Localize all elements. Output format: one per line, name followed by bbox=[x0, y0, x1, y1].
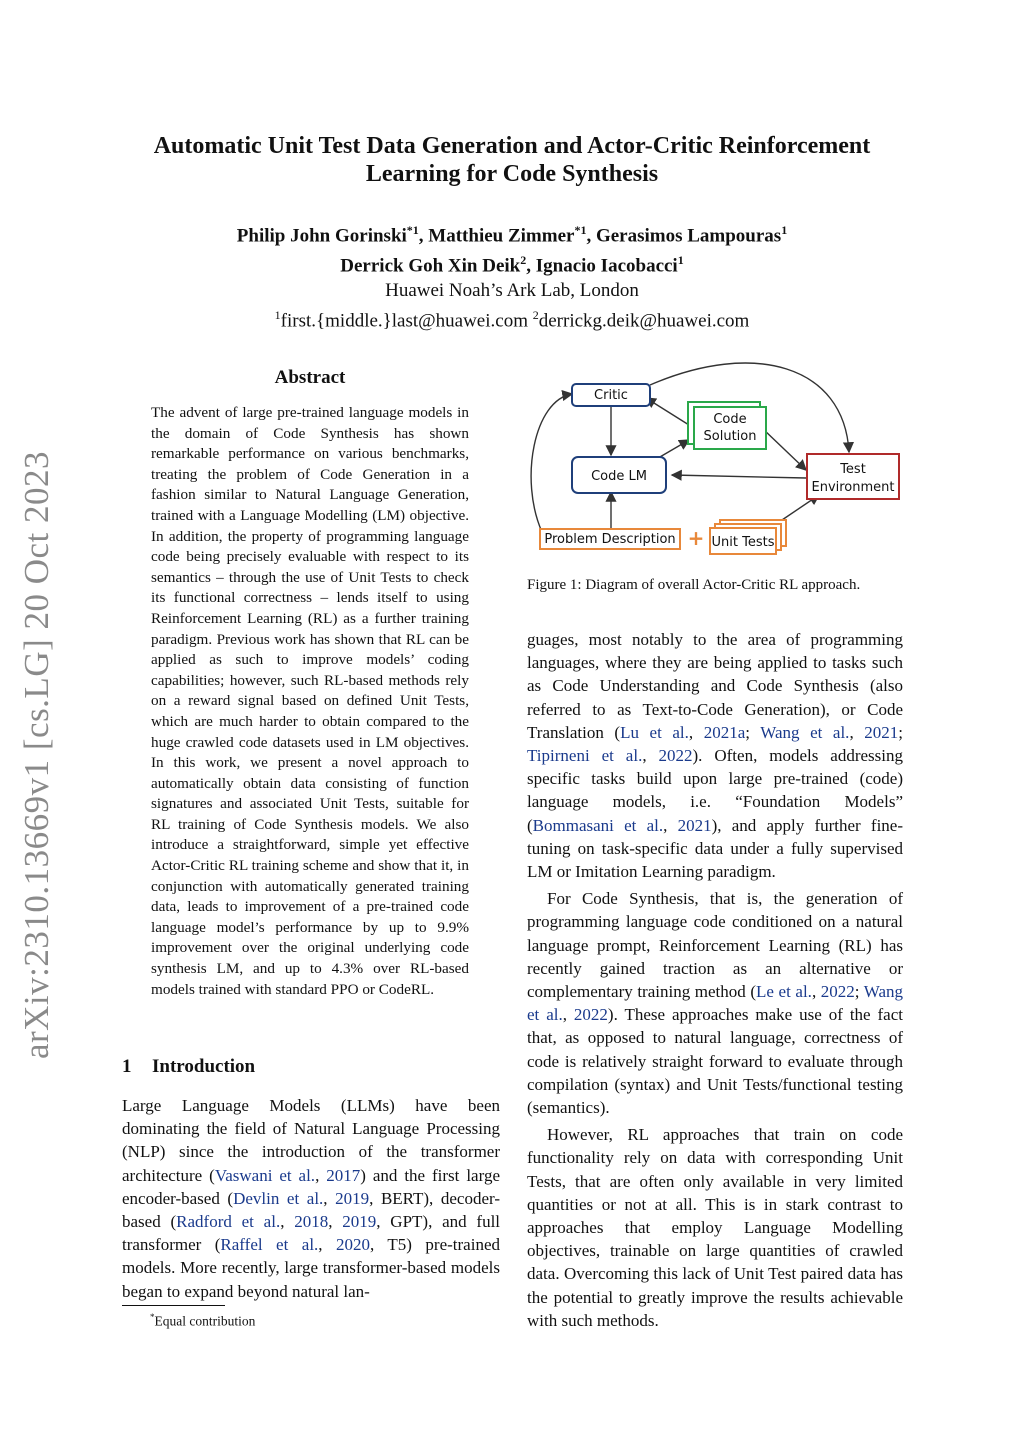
section-title: Introduction bbox=[152, 1056, 256, 1077]
code-solution-label-2: Solution bbox=[703, 429, 757, 444]
intro-paragraph-2 bbox=[527, 887, 903, 1119]
figure-1-diagram bbox=[524, 360, 908, 560]
text-run: ; bbox=[745, 722, 761, 742]
figure-caption: Figure 1: Diagram of overall Actor-Critic RL approach. bbox=[527, 577, 861, 593]
intro-paragraph-1 bbox=[122, 1094, 500, 1303]
text-run-split: , T5) pre-trained models. More recently, large transformer-based models began to expand beyond natural lan- bbox=[122, 1235, 500, 1301]
text-run: , bbox=[328, 1212, 343, 1232]
email-sup: 1 bbox=[274, 307, 281, 322]
citation-link[interactable]: Le et al. bbox=[756, 982, 812, 1002]
text-run: , bbox=[811, 982, 821, 1002]
citation-link[interactable]: 2022 bbox=[820, 982, 855, 1002]
citation-link[interactable]: 2021 bbox=[864, 722, 899, 742]
citation-link[interactable]: Lu et al. bbox=[620, 722, 689, 742]
email-1: first.{middle.}last@huawei.com bbox=[280, 309, 528, 331]
abstract-text: The advent of large pre-trained language models in the domain of Code Synthesis has shown remarkable performance on various benchmarks, treating the problem of Code Generation in a fashion similar to Natural Language Generation, trained with a Language Modelling (LM) objective. In addition, the property of programming language code being precisely evaluable with respect to its semantics – through the use of Unit Tests to check its functional correctness – lends itself to using Reinforcement Learning (RL) as a further training paradigm. Previous work has shown that RL can be applied as such to improve models’ coding capabilities; however, such RL-based methods rely on a reward signal based on defined Unit Tests, which are much harder to obtain compared to the huge crawled code datasets used in LM objectives. In this work, we present a novel approach to automatically obtain data consisting of function signatures and associated Unit Tests, suitable for RL training of Code Synthesis models. We also introduce a straightforward, simple yet effective Actor-Critic RL training scheme and show that it, in conjunction with automatically generated training data, leads to improvement of a pre-trained code language model’s performance by up to 9.9% improvement over the original underlying code synthesis LM, and up to 4.3% over RL-based models trained with standard PPO or CodeRL. bbox=[151, 404, 469, 998]
test-environment-label-1: Test bbox=[840, 462, 866, 477]
text-run: , GPT), and full transformer ( bbox=[122, 1212, 501, 1255]
citation-link[interactable]: 2022 bbox=[573, 1005, 608, 1025]
text-run: ). These approaches make use of the fact that, as opposed to natural language, correctness of code is relatively straight forward to evaluate through compilation (syntax) and Unit Tests/functional testing (semantics). bbox=[527, 1005, 903, 1118]
arrow-solution-to-testenv bbox=[762, 428, 806, 470]
abstract-heading: Abstract bbox=[274, 367, 346, 388]
email-2: derrickg.deik@huawei.com bbox=[538, 309, 750, 331]
citation-link[interactable]: Bommasani et al. bbox=[532, 815, 664, 835]
citation-link[interactable]: Wang et al. bbox=[760, 722, 850, 742]
citation-link[interactable]: 2021 bbox=[677, 815, 712, 835]
footnote-rule bbox=[122, 1305, 225, 1306]
arxiv-sidebar bbox=[14, 450, 60, 1060]
author-name: Gerasimos Lampouras bbox=[595, 225, 782, 247]
citation-link[interactable]: Devlin et al. bbox=[233, 1188, 324, 1208]
text-run: , bbox=[562, 1005, 574, 1025]
text-run: , bbox=[280, 1212, 295, 1232]
arrow-testenv-to-codelm bbox=[672, 475, 806, 478]
citation-link[interactable]: 2018 bbox=[294, 1212, 329, 1232]
text-run: For Code Synthesis, that is, the generation of programming language code conditioned on a natural language prompt, Reinforcement Learning (RL) has recently gained traction as an alternative or complementary training method ( bbox=[527, 889, 903, 1002]
email-sup: 2 bbox=[532, 307, 539, 322]
section-heading bbox=[122, 1056, 255, 1078]
unit-tests-label: Unit Tests bbox=[711, 535, 775, 550]
citation-link[interactable]: 2019 bbox=[335, 1188, 370, 1208]
intro-paragraph-1-continued bbox=[527, 628, 903, 883]
footnote-text: Equal contribution bbox=[154, 1313, 256, 1329]
text-run: Large Language Models (LLMs) have been dominating the field of Natural Language Processing (NLP) since the introduction of the transformer architecture ( bbox=[122, 1096, 500, 1185]
code-lm-label: Code LM bbox=[591, 469, 647, 484]
author-block bbox=[110, 218, 914, 333]
paper-title: Automatic Unit Test Data Generation and Actor-Critic Reinforcement Learning for Code Synthesis bbox=[153, 133, 871, 187]
email-line bbox=[110, 303, 914, 333]
text-run: ), and apply further fine-tuning on task-specific data under a fully supervised LM or Imitation Learning paradigm. bbox=[527, 815, 903, 882]
author-name: Ignacio Iacobacci bbox=[535, 255, 678, 277]
text-run: ; bbox=[898, 722, 903, 742]
problem-description-label: Problem Description bbox=[544, 532, 676, 547]
author-sup: 1 bbox=[781, 223, 788, 237]
intro-paragraph-3: However, RL approaches that train on code functionality rely on data with corresponding Unit Tests, that are often only available in very limited quantities or not at all. This is in stark contrast to approaches that employ Language Modelling objectives, trainable on large quantities of crawled data. Overcoming this lack of Unit Test paired data has the potential to greatly improve the results achievable with such methods. bbox=[527, 1125, 903, 1330]
author-name: Philip John Gorinski bbox=[236, 225, 407, 247]
arrow-solution-to-critic bbox=[646, 398, 689, 425]
critic-label: Critic bbox=[594, 388, 628, 403]
arxiv-identifier: arXiv:2310.13669v1 [cs.LG] 20 Oct 2023 bbox=[17, 450, 56, 1060]
plus-symbol: + bbox=[687, 526, 705, 550]
citation-link[interactable]: 2021a bbox=[703, 722, 746, 742]
citation-link[interactable]: Raffel et al. bbox=[220, 1235, 319, 1255]
author-line-2: Derrick Goh Xin Deik$^2$, Ignacio Iacobacci$^1$ bbox=[340, 253, 684, 277]
text-run: , bbox=[663, 815, 678, 835]
text-run: guages, most notably to the area of programming languages, where they are being applied to tasks such as Code Understanding and Code Synthesis (also referred to as Text-to-Code Generation), or Code Translation ( bbox=[527, 630, 903, 742]
citation-link[interactable]: 2017 bbox=[326, 1165, 361, 1185]
text-run: ). Often, models addressing specific tasks build upon large pre-trained (code) language models, i.e. “Foundation Models” ( bbox=[527, 746, 904, 835]
text-run: , bbox=[318, 1235, 337, 1255]
text-run: , bbox=[323, 1188, 336, 1208]
arrow-problem-to-critic bbox=[531, 394, 572, 532]
author-sup: *1 bbox=[406, 223, 419, 237]
footnote bbox=[150, 1312, 255, 1330]
text-run: , BERT), decoder-based ( bbox=[122, 1188, 500, 1232]
section-number: 1 bbox=[122, 1056, 132, 1077]
citation-link[interactable]: Wang et al. bbox=[527, 982, 904, 1025]
affiliation: Huawei Noah’s Ark Lab, London bbox=[385, 279, 639, 301]
footnote-mark: * bbox=[150, 1312, 155, 1322]
citation-link[interactable]: 2022 bbox=[658, 746, 693, 766]
code-solution-label-1: Code bbox=[713, 412, 747, 427]
author-sup: 2 bbox=[520, 253, 527, 268]
citation-link[interactable]: 2020 bbox=[336, 1235, 371, 1255]
citation-link[interactable]: 2019 bbox=[342, 1212, 377, 1232]
text-run: , bbox=[315, 1165, 327, 1185]
author-name: Matthieu Zimmer bbox=[428, 225, 575, 247]
text-run: ; bbox=[854, 982, 864, 1002]
citation-link[interactable]: Radford et al. bbox=[176, 1212, 281, 1232]
author-sup: *1 bbox=[574, 223, 587, 237]
text-run: ) and the first large encoder-based ( bbox=[122, 1165, 500, 1208]
author-sup: 1 bbox=[677, 253, 684, 268]
author-name: Derrick Goh Xin Deik bbox=[340, 255, 521, 277]
citation-link[interactable]: Vaswani et al. bbox=[214, 1165, 316, 1185]
right-column bbox=[527, 628, 903, 1332]
test-environment-label-2: Environment bbox=[811, 480, 895, 495]
text-run: , bbox=[688, 722, 704, 742]
text-run: , bbox=[849, 722, 865, 742]
citation-link[interactable]: Tipirneni et al. bbox=[527, 746, 643, 766]
text-run: , bbox=[642, 746, 659, 766]
author-line-1: Philip John Gorinski$^{*1}$, Matthieu Zimmer$^{*1}$, Gerasimos Lampouras$^1$ bbox=[236, 223, 788, 247]
